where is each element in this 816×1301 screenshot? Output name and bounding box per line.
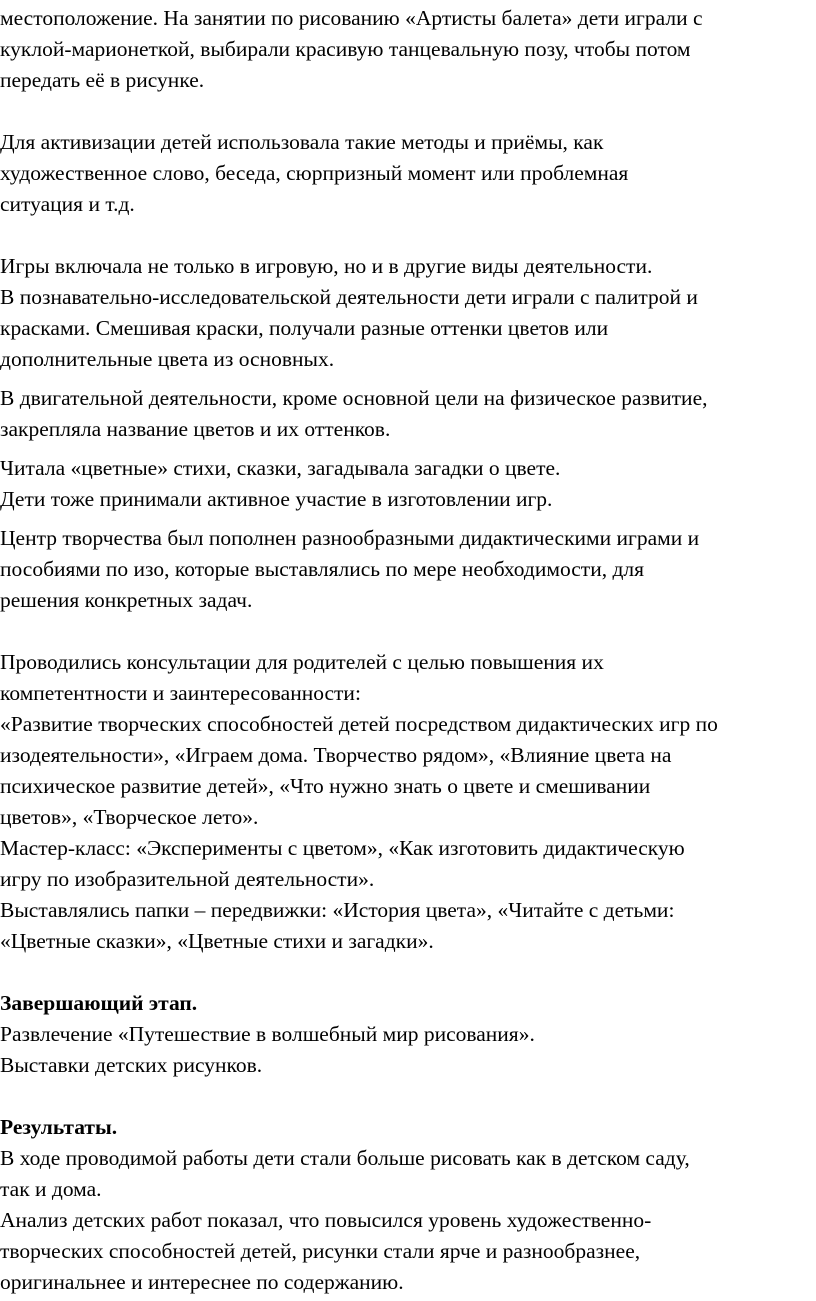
text-line: творческих способностей детей, рисунки стали ярче и разнообразнее,: [0, 1239, 641, 1263]
text-line: «Развитие творческих способностей детей посредством дидактических игр по: [0, 712, 718, 736]
paragraph-games: [0, 251, 816, 375]
text-line: В двигательной деятельности, кроме основной цели на физическое развитие,: [0, 386, 708, 410]
text-line: дополнительные цвета из основных.: [0, 347, 335, 371]
text-line: Центр творчества был пополнен разнообразными дидактическими играми и: [0, 526, 700, 550]
paragraph-reading: [0, 453, 816, 515]
paragraph-spacer: [0, 220, 816, 251]
paragraph-spacer: [0, 96, 816, 127]
paragraph-creativity-center: [0, 523, 816, 616]
paragraph-consultations: [0, 647, 816, 957]
paragraph-methods: [0, 127, 816, 220]
text-line: пособиями по изо, которые выставлялись по мере необходимости, для: [0, 557, 645, 581]
paragraph-ballet-lesson: [0, 3, 816, 96]
text-line: оригинальнее и интереснее по содержанию.: [0, 1270, 404, 1294]
text-line: Анализ детских работ показал, что повысился уровень художественно-: [0, 1208, 652, 1232]
text-line: изодеятельности», «Играем дома. Творчество рядом», «Влияние цвета на: [0, 743, 672, 767]
text-line: решения конкретных задач.: [0, 588, 253, 612]
text-line: В ходе проводимой работы дети стали больше рисовать как в детском саду,: [0, 1146, 690, 1170]
section-results: [0, 1112, 816, 1298]
section-heading: Завершающий этап.: [0, 991, 198, 1015]
text-line: местоположение. На занятии по рисованию «Артисты балета» дети играли с: [0, 6, 703, 30]
text-line: психическое развитие детей», «Что нужно знать о цвете и смешивании: [0, 774, 651, 798]
text-line: Дети тоже принимали активное участие в изготовлении игр.: [0, 487, 553, 511]
text-line: «Цветные сказки», «Цветные стихи и загадки».: [0, 929, 434, 953]
text-line: передать её в рисунке.: [0, 68, 205, 92]
text-line: Для активизации детей использовала такие методы и приёмы, как: [0, 130, 604, 154]
text-line: красками. Смешивая краски, получали разные оттенки цветов или: [0, 316, 609, 340]
text-line: Выставлялись папки – передвижки: «История цвета», «Читайте с детьми:: [0, 898, 675, 922]
paragraph-spacer: [0, 375, 816, 383]
text-line: художественное слово, беседа, сюрпризный момент или проблемная: [0, 161, 629, 185]
text-line: компетентности и заинтересованности:: [0, 681, 361, 705]
text-line: куклой-марионеткой, выбирали красивую танцевальную позу, чтобы потом: [0, 37, 691, 61]
text-line: ситуация и т.д.: [0, 192, 135, 216]
paragraph-motor-activity: [0, 383, 816, 445]
text-line: Выставки детских рисунков.: [0, 1053, 263, 1077]
text-line: Игры включала не только в игровую, но и в другие виды деятельности.: [0, 254, 653, 278]
paragraph-spacer: [0, 445, 816, 453]
text-line: Мастер-класс: «Эксперименты с цветом», «Как изготовить дидактическую: [0, 836, 685, 860]
text-line: так и дома.: [0, 1177, 102, 1201]
paragraph-spacer: [0, 957, 816, 988]
paragraph-spacer: [0, 616, 816, 647]
paragraph-spacer: [0, 1081, 816, 1112]
text-line: Проводились консультации для родителей с целью повышения их: [0, 650, 604, 674]
text-line: Читала «цветные» стихи, сказки, загадывала загадки о цвете.: [0, 456, 561, 480]
section-heading: Результаты.: [0, 1115, 118, 1139]
paragraph-spacer: [0, 515, 816, 523]
text-line: В познавательно-исследовательской деятельности дети играли с палитрой и: [0, 285, 698, 309]
text-line: Развлечение «Путешествие в волшебный мир рисования».: [0, 1022, 535, 1046]
text-line: закрепляла название цветов и их оттенков.: [0, 417, 391, 441]
text-line: игру по изобразительной деятельности».: [0, 867, 375, 891]
section-final-stage: [0, 988, 816, 1081]
text-line: цветов», «Творческое лето».: [0, 805, 259, 829]
